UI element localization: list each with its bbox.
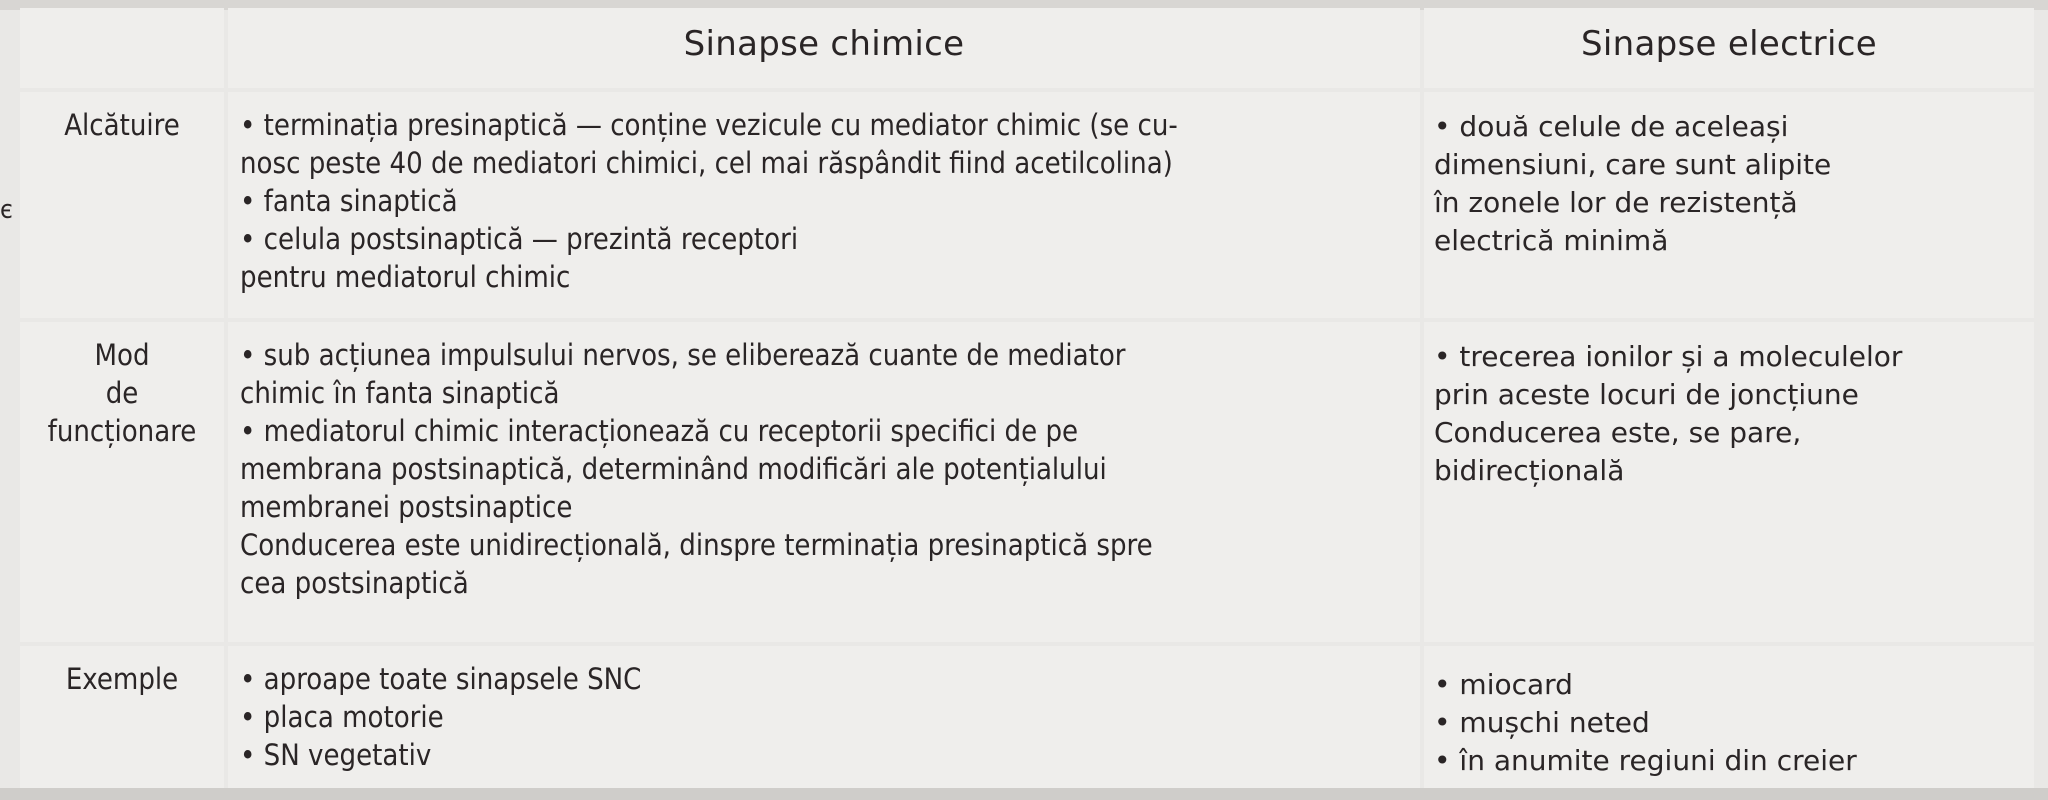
text-line: electrică minimă bbox=[1434, 224, 1669, 257]
structure-chemical bbox=[228, 92, 1420, 318]
text-line: • terminația presinaptică — conține vezicule cu mediator chimic (se cu- bbox=[240, 108, 1178, 142]
row-label-structure bbox=[20, 92, 224, 318]
text-line: • placa motorie bbox=[240, 700, 444, 734]
text-line: • două celule de aceleași bbox=[1434, 110, 1789, 143]
function-electrical bbox=[1424, 322, 2034, 642]
examples-electrical bbox=[1424, 646, 2034, 788]
header-empty bbox=[20, 8, 224, 88]
structure-electrical bbox=[1424, 92, 2034, 318]
text-line: • trecerea ionilor și a moleculelor bbox=[1434, 340, 1903, 373]
text-line: • SN vegetativ bbox=[240, 738, 432, 772]
header-chemical-synapses: Sinapse chimice bbox=[228, 8, 1420, 88]
text-line: • fanta sinaptică bbox=[240, 184, 458, 218]
text-line: Conducerea este unidirecțională, dinspre terminația presinaptică spre bbox=[240, 528, 1153, 562]
text-line: bidirecțională bbox=[1434, 454, 1625, 487]
text-line: • celula postsinaptică — prezintă receptori bbox=[240, 222, 799, 256]
text-line: • mediatorul chimic interacționează cu receptorii specifici de pe bbox=[240, 414, 1079, 448]
text-line: dimensiuni, care sunt alipite bbox=[1434, 148, 1832, 181]
text-line: prin aceste locuri de joncțiune bbox=[1434, 378, 1859, 411]
text-line: membrana postsinaptică, determinând modificări ale potențialului bbox=[240, 452, 1107, 486]
label-line: funcționare bbox=[47, 414, 197, 448]
text-line: Conducerea este, se pare, bbox=[1434, 416, 1802, 449]
label-line: Mod bbox=[94, 338, 150, 372]
text-line: în zonele lor de rezistență bbox=[1434, 186, 1798, 219]
synapse-comparison-table bbox=[20, 8, 2048, 788]
label-line: de bbox=[105, 376, 139, 410]
header-electrical-synapses: Sinapse electrice bbox=[1424, 8, 2034, 88]
text-line: chimic în fanta sinaptică bbox=[240, 376, 560, 410]
label-line: Alcătuire bbox=[64, 108, 180, 142]
row-label-examples bbox=[20, 646, 224, 788]
text-line: • în anumite regiuni din creier bbox=[1434, 744, 1857, 777]
text-line: membranei postsinaptice bbox=[240, 490, 573, 524]
text-line: • sub acțiunea impulsului nervos, se eliberează cuante de mediator bbox=[240, 338, 1126, 372]
page-bottom-edge bbox=[0, 788, 2048, 800]
text-line: pentru mediatorul chimic bbox=[240, 260, 571, 294]
examples-chemical bbox=[228, 646, 1420, 788]
text-line: • mușchi neted bbox=[1434, 706, 1650, 739]
label-line: Exemple bbox=[65, 662, 179, 696]
row-label-function bbox=[20, 322, 224, 642]
text-line: cea postsinaptică bbox=[240, 566, 469, 600]
function-chemical bbox=[228, 322, 1420, 642]
margin-mark: є bbox=[0, 195, 13, 225]
text-line: • aproape toate sinapsele SNC bbox=[240, 662, 642, 696]
text-line: nosc peste 40 de mediatori chimici, cel mai răspândit fiind acetilcolina) bbox=[240, 146, 1173, 180]
text-line: • miocard bbox=[1434, 668, 1573, 701]
